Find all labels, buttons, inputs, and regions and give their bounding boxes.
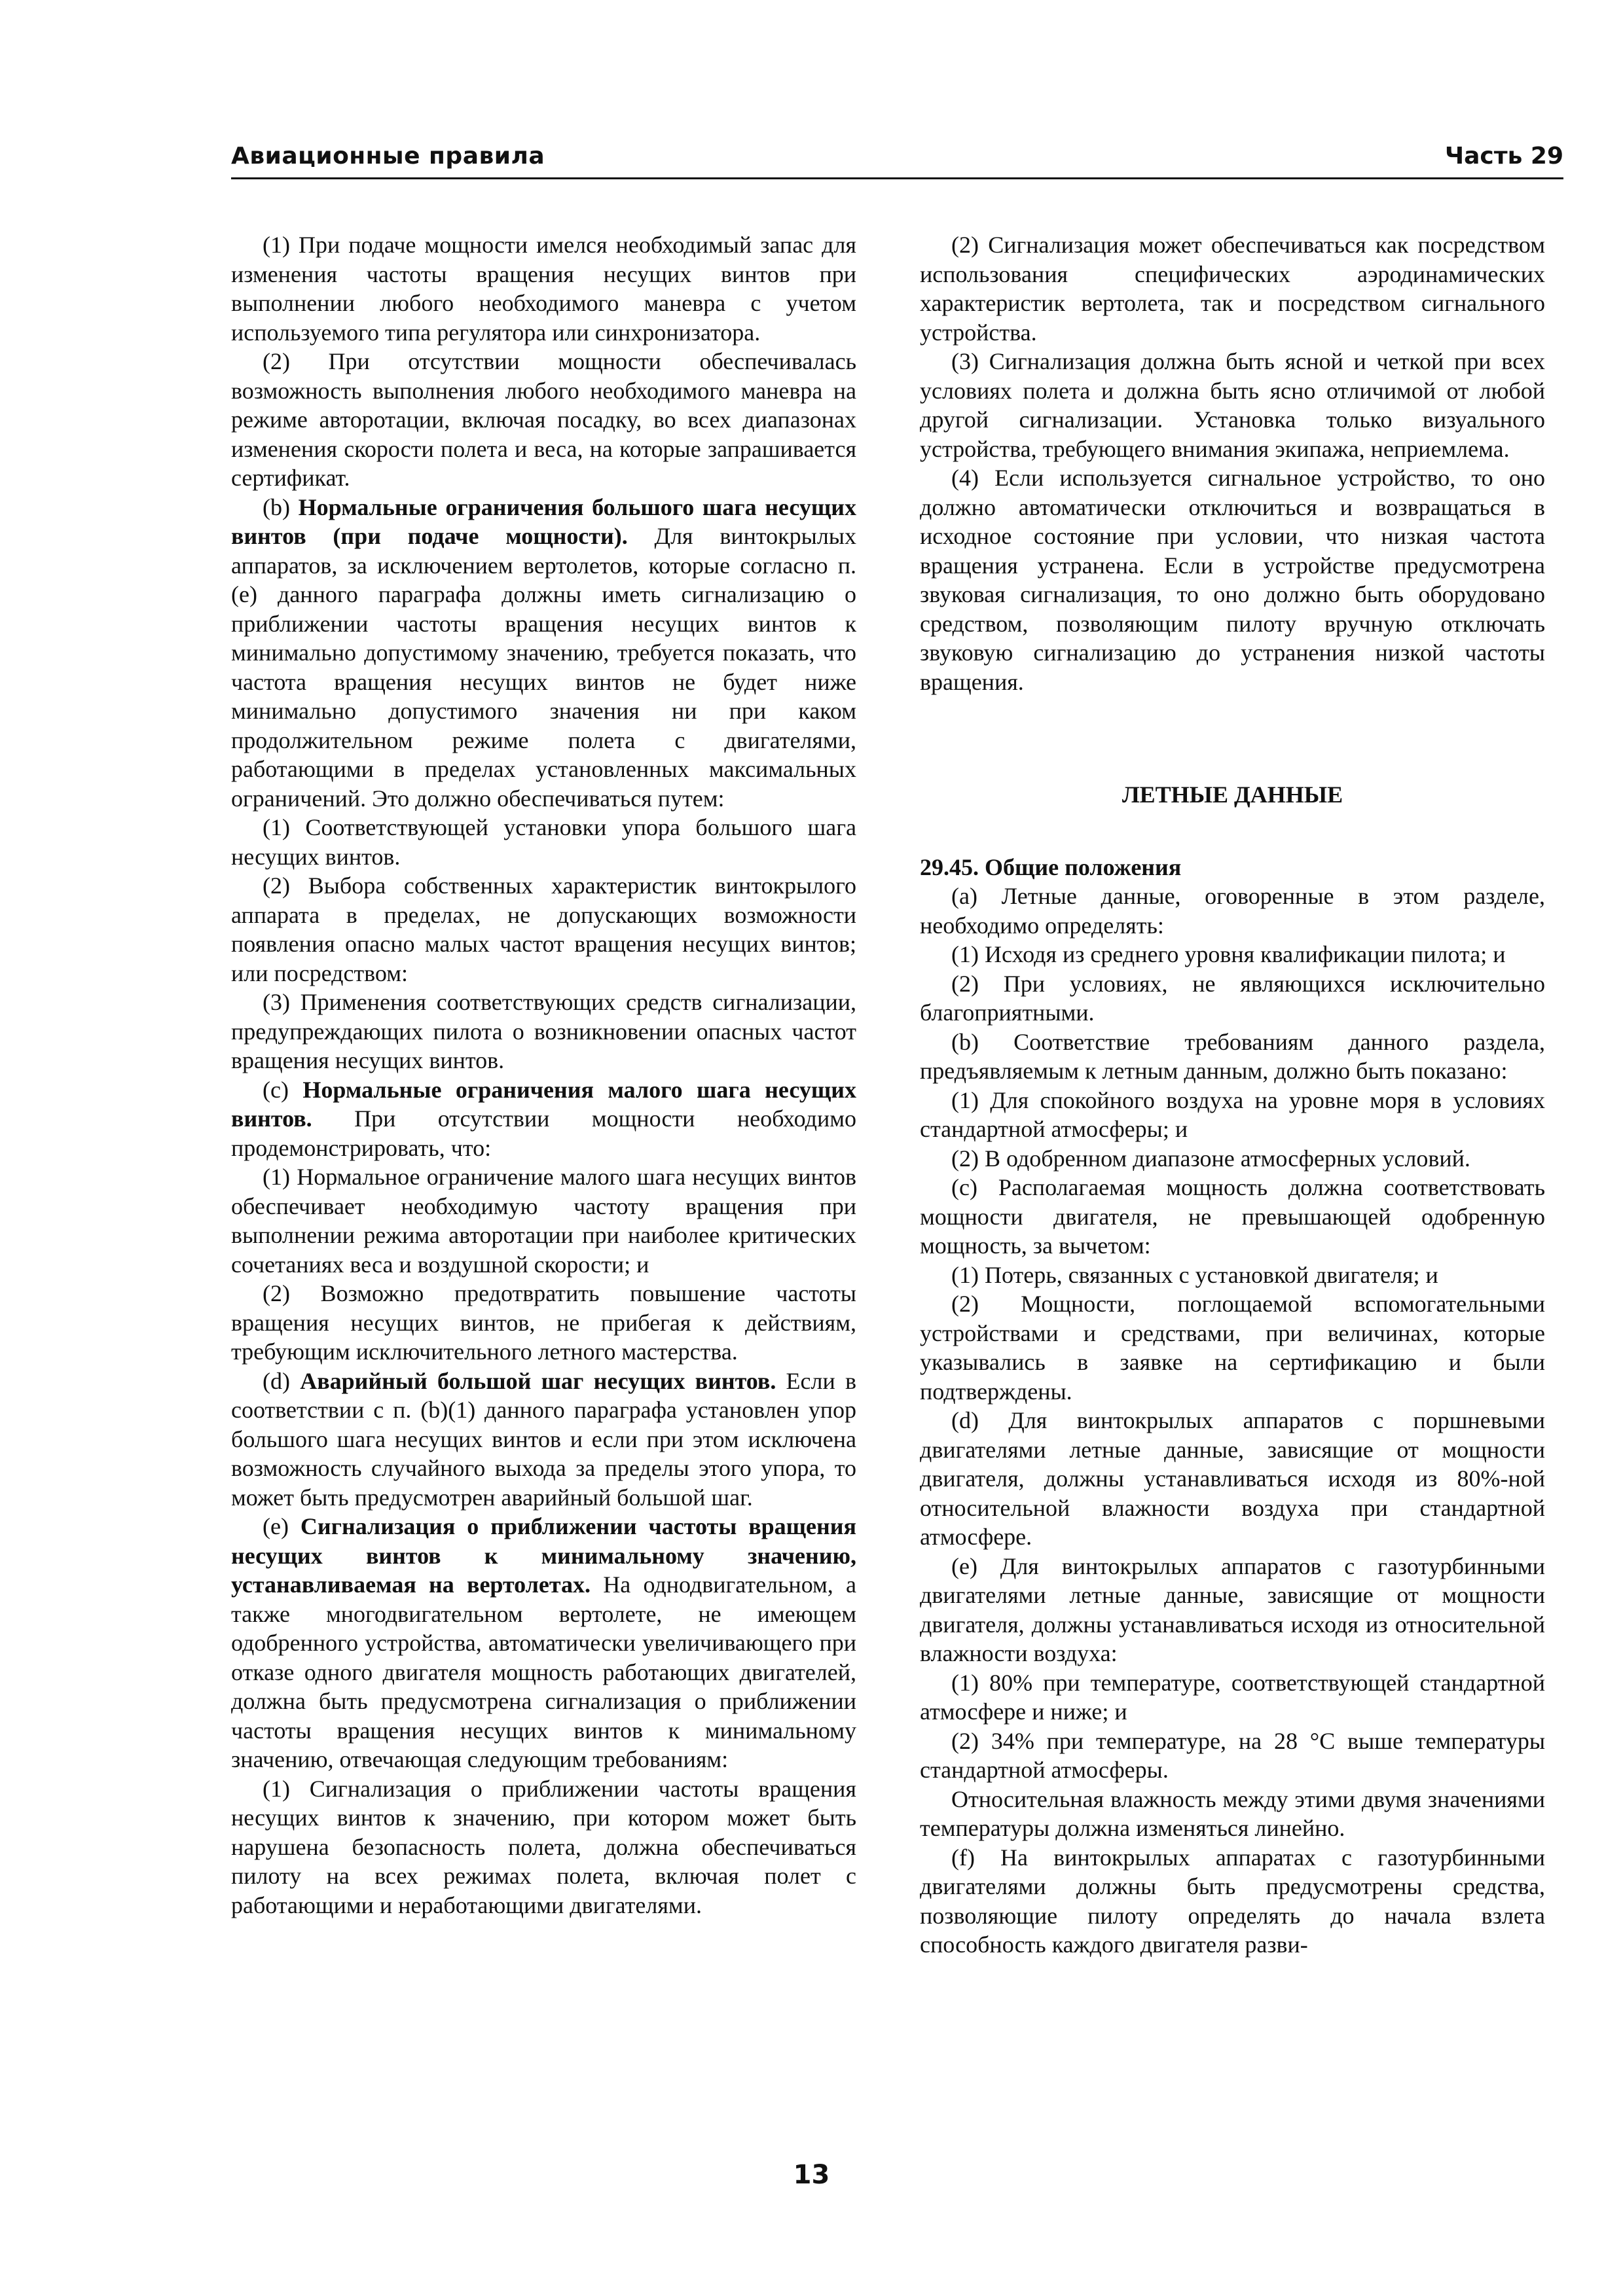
paragraph: (2) При условиях, не являющихся исключительно благоприятными. bbox=[920, 970, 1545, 1026]
paragraph: (1) При подаче мощности имелся необходимый запас для изменения частоты вращения несущих винтов при выполнении любого необходимого маневра с учетом используемого типа регулятора или синхронизатора. bbox=[231, 232, 856, 346]
paragraph: (d) Аварийный большой шаг несущих винтов. Если в соответствии с п. (b)(1) данного параграфа установлен упор большого шага несущих винтов и если при этом исключена возможность случайного выхода за пределы этого упора, то может быть предусмотрен аварийный большой шаг. bbox=[231, 1367, 856, 1511]
page-number: 13 bbox=[793, 2160, 830, 2190]
paragraph: (4) Если используется сигнальное устройство, то оно должно автоматически отключиться и возвращаться в исходное состояние при условии, что низкая частота вращения устранена. Если в устройстве предусмотрена звуковая сигнализация, то оно должно быть оборудовано средством, позволяющим пилоту вручную отключать звуковую сигнализацию до устранения низкой частоты вращения. bbox=[920, 465, 1545, 695]
paragraph: (f) На винтокрылых аппаратах с газотурбинными двигателями должны быть предусмотрены средства, позволяющие пилоту определять до начала взлета способность каждого двигателя разви- bbox=[920, 1844, 1545, 1958]
paragraph: (с) Нормальные ограничения малого шага несущих винтов. При отсутствии мощности необходимо продемонстрировать, что: bbox=[231, 1076, 856, 1161]
paragraph: (2) В одобренном диапазоне атмосферных условий. bbox=[951, 1145, 1470, 1172]
paragraph: (е) Для винтокрылых аппаратов с газотурбинными двигателями летные данные, зависящие от мощности двигателя, должны устанавливаться исходя из относительной влажности воздуха: bbox=[920, 1552, 1545, 1666]
paragraph: (b) Соответствие требованиям данного раздела, предъявляемым к летным данным, должно быть показано: bbox=[920, 1028, 1545, 1084]
paragraph: (с) Располагаемая мощность должна соответствовать мощности двигателя, не превышающей одобренную мощность, за вычетом: bbox=[920, 1174, 1545, 1259]
right-column bbox=[920, 230, 1545, 1960]
paragraph: (е) Сигнализация о приближении частоты вращения несущих винтов к минимальному значению, устанавливаемая на вертолетах. На однодвигательном, а также многодвигательном вертолете, не имеющем одобренного устройства, автоматически увеличивающего при отказе одного двигателя мощность работающих двигателей, должна быть предусмотрена сигнализация о приближении частоты вращения несущих винтов к минимальному значению, отвечающая следующим требованиям: bbox=[231, 1513, 857, 1772]
paragraph: (2) Сигнализация может обеспечиваться как посредством использования специфических аэродинамических характеристик вертолета, так и посредством сигнального устройства. bbox=[920, 232, 1545, 346]
paragraph: (2) 34% при температуре, на 28 °С выше температуры стандартной атмосферы. bbox=[920, 1727, 1545, 1783]
paragraph-bold-title: Нормальные ограничения малого шага несущих винтов. bbox=[231, 1076, 856, 1132]
paragraph: (1) 80% при температуре, соответствующей стандартной атмосфере и ниже; и bbox=[920, 1669, 1545, 1725]
paragraph: (2) Мощности, поглощаемой вспомогательными устройствами и средствами, при величинах, которые указывались в заявке на сертификацию и были подтверждены. bbox=[920, 1291, 1545, 1405]
paragraph: (3) Сигнализация должна быть ясной и четкой при всех условиях полета и должна быть ясно отличимой от любой другой сигнализации. Установка только визуального устройства, требующего внимания экипажа, неприемлема. bbox=[920, 348, 1545, 462]
part-number: Часть 29 bbox=[1445, 143, 1563, 170]
running-header bbox=[231, 134, 1563, 179]
document-title: Авиационные правила bbox=[231, 143, 545, 170]
paragraph: (1) Нормальное ограничение малого шага несущих винтов обеспечивает необходимую частоту вращения при выполнении режима авторотации при наиболее критических сочетаниях веса и воздушной скорости; и bbox=[231, 1164, 856, 1278]
section-heading: ЛЕТНЫЕ ДАННЫЕ bbox=[1122, 781, 1343, 808]
paragraph-bold-title: Аварийный большой шаг несущих винтов. bbox=[300, 1367, 776, 1394]
paragraph: (d) Для винтокрылых аппаратов с поршневыми двигателями летные данные, зависящие от мощности двигателя, должны устанавливаться исходя из 80%-ной относительной влажности воздуха при стандартной атмосфере. bbox=[920, 1407, 1545, 1550]
paragraph: (2) При отсутствии мощности обеспечивалась возможность выполнения любого необходимого маневра на режиме авторотации, включая посадку, во всех диапазонах изменения скорости полета и веса, на которые запрашивается сертификат. bbox=[231, 348, 856, 491]
paragraph: (1) Сигнализация о приближении частоты вращения несущих винтов к значению, при котором может быть нарушена безопасность полета, должна обеспечиваться пилоту на всех режимах полета, включая полет с работающими и неработающими двигателями. bbox=[231, 1775, 856, 1918]
paragraph: (1) Для спокойного воздуха на уровне моря в условиях стандартной атмосферы; и bbox=[920, 1086, 1545, 1142]
paragraph-bold-title: Сигнализация о приближении частоты вращения несущих винтов к минимальному значению, устанавливаемая на вертолетах. bbox=[231, 1513, 856, 1598]
paragraph: (1) Потерь, связанных с установкой двигателя; и bbox=[951, 1261, 1438, 1288]
paragraph: (2) Выбора собственных характеристик винтокрылого аппарата в пределах, не допускающих возможности появления опасно малых частот вращения несущих винтов; или посредством: bbox=[231, 872, 856, 986]
paragraph: Относительная влажность между этими двумя значениями температуры должна изменяться линейно. bbox=[920, 1785, 1545, 1841]
paragraph: (1) Соответствующей установки упора большого шага несущих винтов. bbox=[231, 814, 856, 870]
paragraph: (2) Возможно предотвратить повышение частоты вращения несущих винтов, не прибегая к действиям, требующим исключительного летного мастерства. bbox=[231, 1280, 856, 1365]
paragraph: (а) Летные данные, оговоренные в этом разделе, необходимо определять: bbox=[920, 883, 1545, 939]
paragraph: (b) Нормальные ограничения большого шага несущих винтов (при подаче мощности). Для винтокрылых аппаратов, за исключением вертолетов, которые согласно п. (е) данного параграфа должны иметь сигнализацию о приближении частоты вращения несущих винтов к минимально допустимому значению, требуется показать, что частота вращения несущих винтов не будет ниже минимально допустимого значения ни при каком продолжительном режиме полета с двигателями, работающими в пределах установленных максимальных ограничений. Это должно обеспечиваться путем: bbox=[231, 493, 856, 812]
paragraph: (3) Применения соответствующих средств сигнализации, предупреждающих пилота о возникновении опасных частот вращения несущих винтов. bbox=[231, 989, 856, 1073]
paragraph: (1) Исходя из среднего уровня квалификации пилота; и bbox=[951, 941, 1506, 967]
article-heading: 29.45. Общие положения bbox=[920, 853, 1182, 880]
paragraph-bold-title: Нормальные ограничения большого шага несущих винтов (при подаче мощности). bbox=[231, 493, 856, 549]
left-column bbox=[231, 230, 856, 1920]
